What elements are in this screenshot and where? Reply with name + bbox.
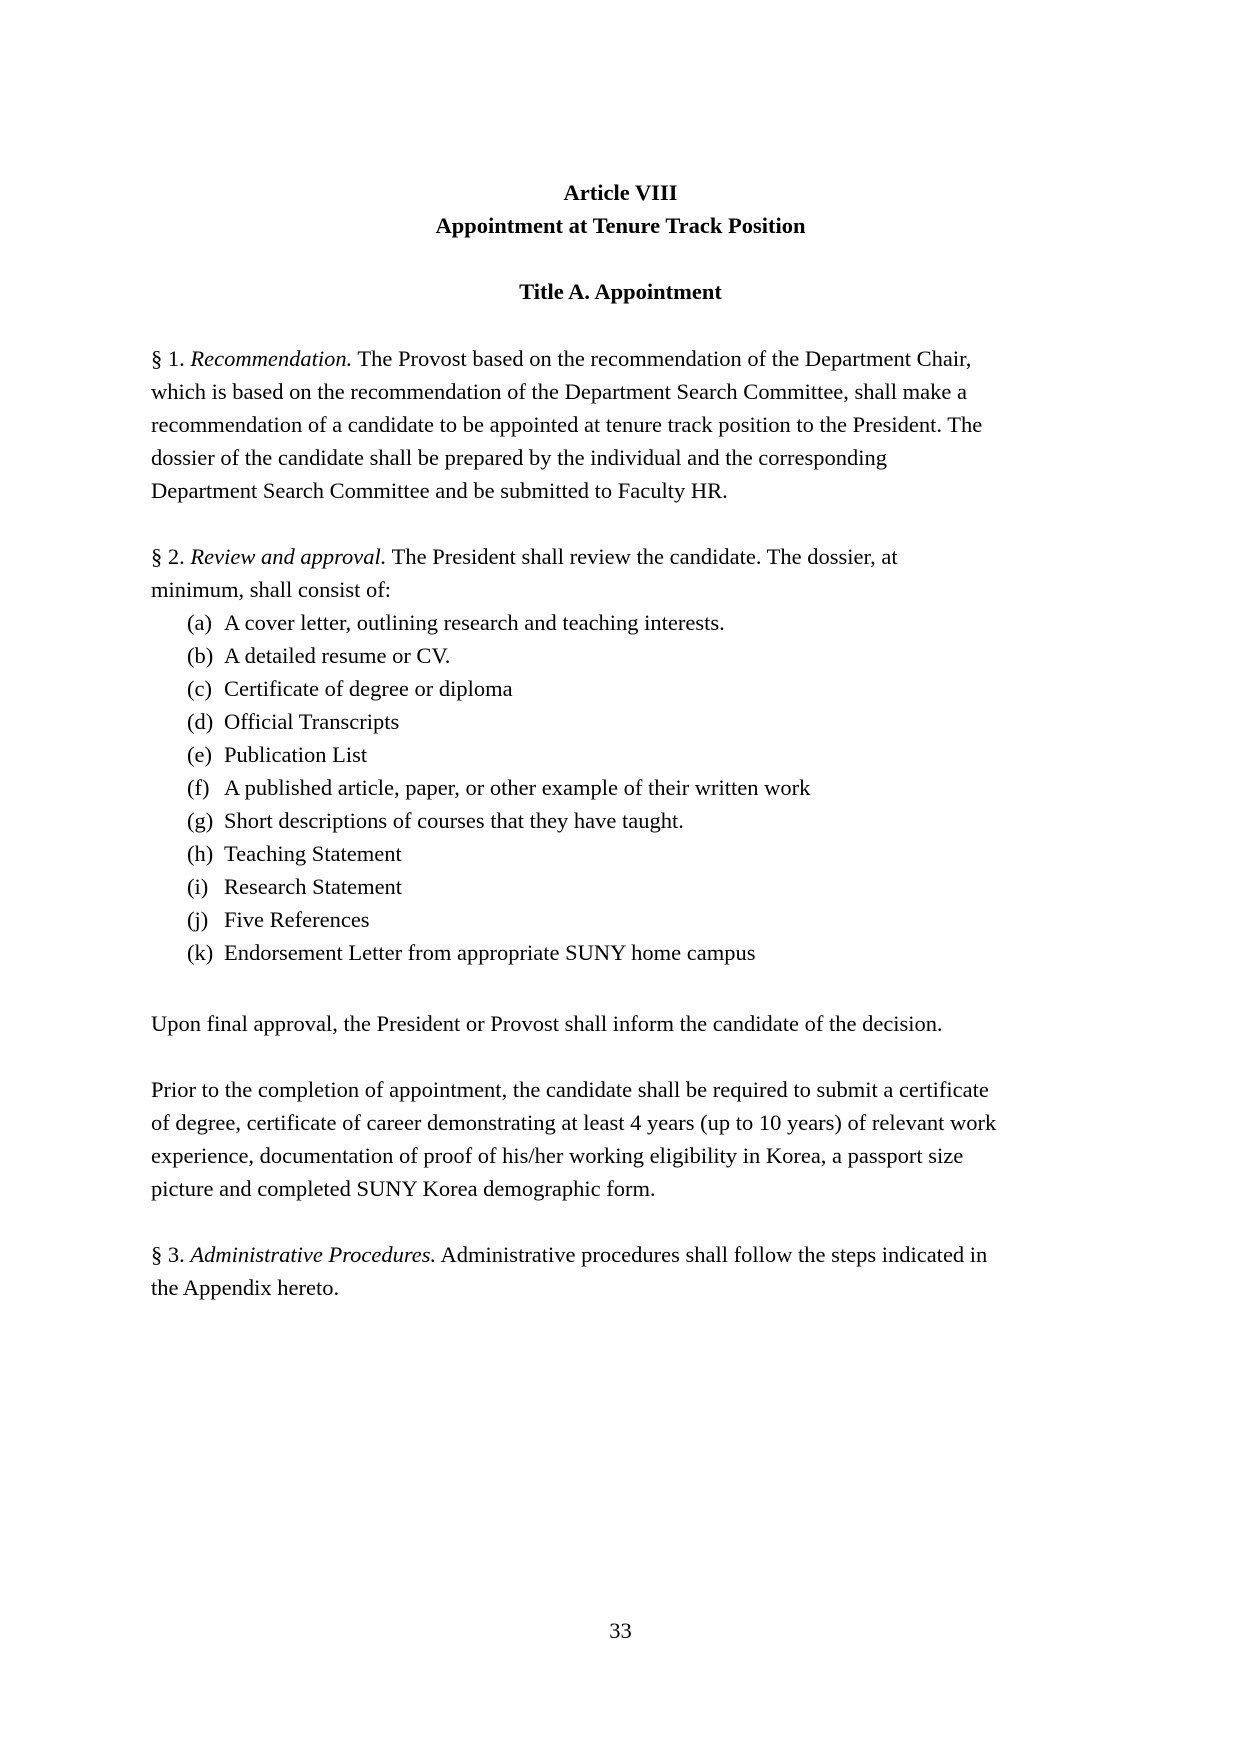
list-item-text: Publication List (224, 742, 368, 767)
article-subtitle: Appointment at Tenure Track Position (435, 213, 806, 238)
list-marker: (a) (187, 610, 212, 635)
page-number: 33 (609, 1618, 632, 1643)
section-1-line-1 (151, 342, 1111, 375)
section-2-text: The President shall review the candidate. The dossier, at (386, 544, 898, 569)
section-2-paragraph (151, 540, 1111, 606)
section-1-heading: Recommendation. (190, 346, 353, 371)
list-marker: (k) (187, 940, 214, 965)
list-item-text: Endorsement Letter from appropriate SUNY home campus (224, 940, 756, 965)
list-marker: (i) (187, 874, 209, 899)
section-3-line-1 (151, 1238, 1111, 1271)
list-item-text: Short descriptions of courses that they have taught. (224, 808, 684, 833)
list-marker: (b) (187, 643, 214, 668)
list-item-text: Official Transcripts (224, 709, 400, 734)
list-item (187, 738, 810, 771)
title-heading: Title A. Appointment (519, 279, 722, 304)
section-3-prefix: § 3. (151, 1242, 191, 1267)
section-2-prefix: § 2. (151, 544, 191, 569)
list-item (187, 672, 810, 705)
section-1-line-3: recommendation of a candidate to be appointed at tenure track position to the President. The (151, 412, 983, 437)
list-item-text: Five References (224, 907, 370, 932)
section-2-line-1 (151, 540, 1111, 573)
section-3-heading: Administrative Procedures. (190, 1242, 437, 1267)
list-item-text: A detailed resume or CV. (224, 643, 451, 668)
section-1-paragraph (151, 342, 1111, 507)
article-heading: Article VIII (563, 180, 678, 205)
section-1-line-5: Department Search Committee and be submitted to Faculty HR. (151, 478, 728, 503)
list-item (187, 705, 810, 738)
completion-line-4: picture and completed SUNY Korea demographic form. (151, 1176, 656, 1201)
list-item (187, 903, 810, 936)
section-2-line-2: minimum, shall consist of: (151, 577, 391, 602)
section-1-prefix: § 1. (151, 346, 191, 371)
completion-line-2: of degree, certificate of career demonstrating at least 4 years (up to 10 years) of relevant work (151, 1110, 997, 1135)
section-2-heading: Review and approval. (190, 544, 387, 569)
section-3-line-2: the Appendix hereto. (151, 1275, 340, 1300)
section-1-line-4: dossier of the candidate shall be prepared by the individual and the corresponding (151, 445, 888, 470)
list-item-text: Certificate of degree or diploma (224, 676, 513, 701)
list-item (187, 870, 810, 903)
list-item (187, 606, 810, 639)
completion-line-3: experience, documentation of proof of his/her working eligibility in Korea, a passport size (151, 1143, 964, 1168)
list-item-text: A cover letter, outlining research and teaching interests. (224, 610, 725, 635)
list-marker: (d) (187, 709, 214, 734)
completion-requirements-paragraph (151, 1073, 1111, 1205)
section-1-text: The Provost based on the recommendation of the Department Chair, (352, 346, 972, 371)
list-item-text: Teaching Statement (224, 841, 402, 866)
list-item (187, 837, 810, 870)
list-marker: (e) (187, 742, 212, 767)
list-item (187, 771, 810, 804)
dossier-requirements-list (187, 606, 810, 969)
section-3-paragraph (151, 1238, 1111, 1304)
list-item-text: Research Statement (224, 874, 403, 899)
section-1-line-2: which is based on the recommendation of the Department Search Committee, shall make a (151, 379, 967, 404)
completion-line-1: Prior to the completion of appointment, the candidate shall be required to submit a certificate (151, 1077, 989, 1102)
section-3-text: Administrative procedures shall follow the steps indicated in (436, 1242, 988, 1267)
list-marker: (h) (187, 841, 214, 866)
list-item (187, 804, 810, 837)
list-marker: (c) (187, 676, 212, 701)
final-approval-text: Upon final approval, the President or Provost shall inform the candidate of the decision. (151, 1011, 943, 1036)
list-item (187, 936, 810, 969)
list-item (187, 639, 810, 672)
list-marker: (j) (187, 907, 209, 932)
list-marker: (f) (187, 775, 210, 800)
list-item-text: A published article, paper, or other example of their written work (224, 775, 811, 800)
final-approval-paragraph (151, 1007, 1111, 1040)
list-marker: (g) (187, 808, 214, 833)
